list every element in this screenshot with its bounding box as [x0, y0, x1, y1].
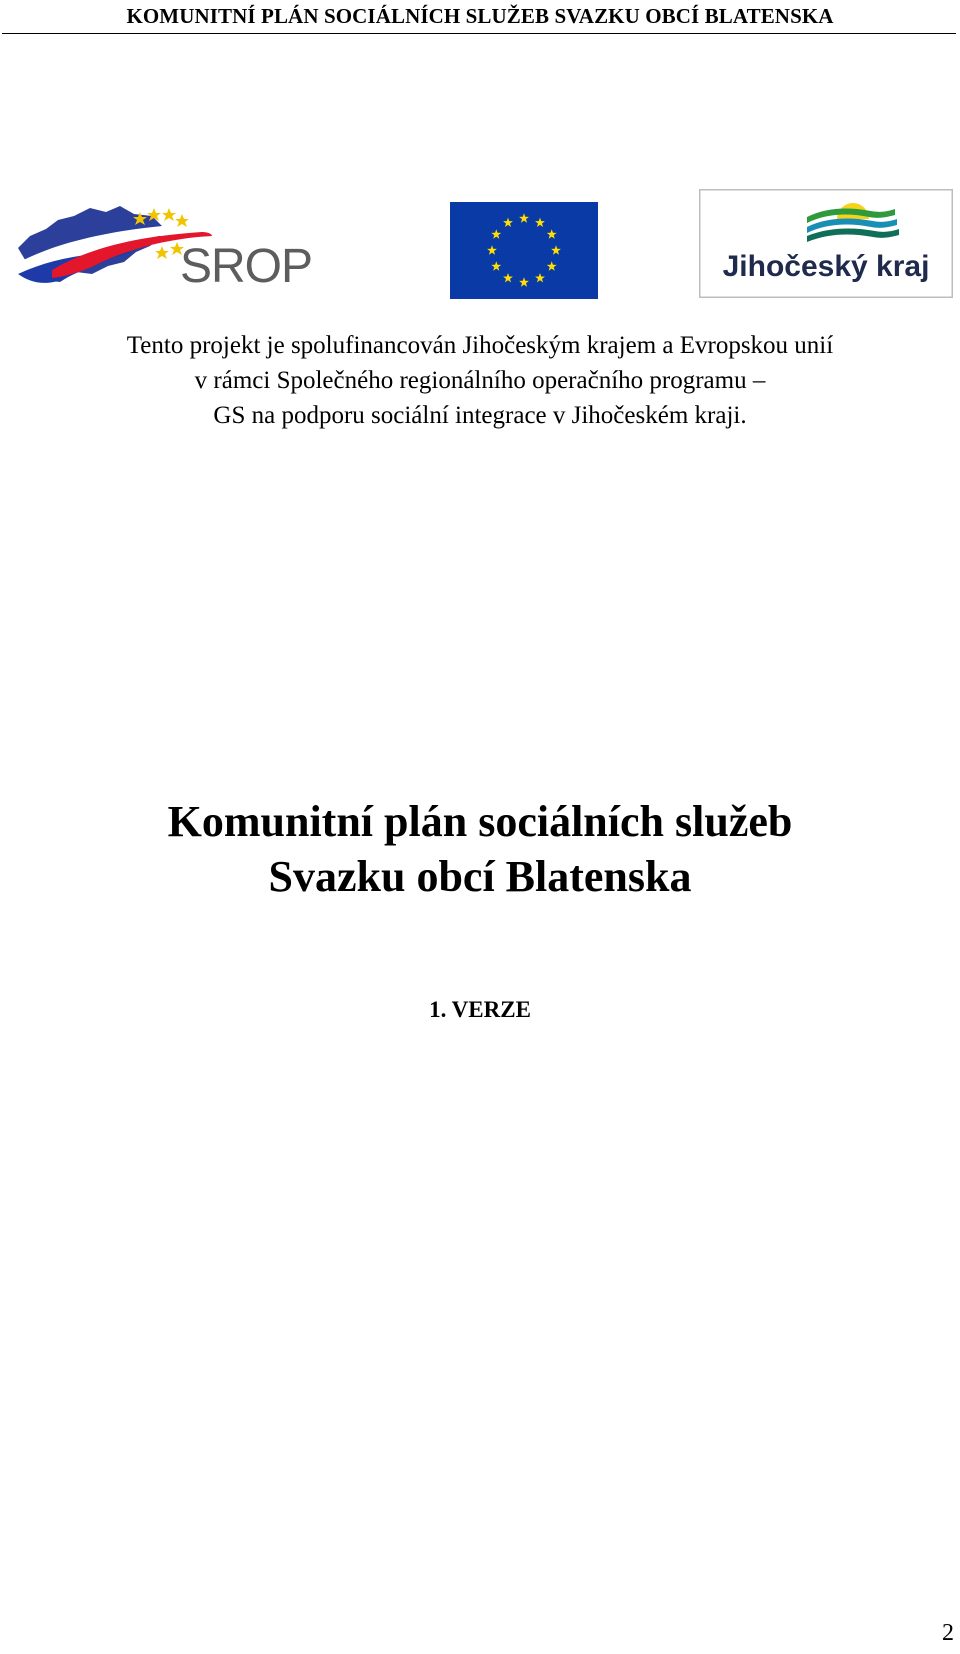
document-title [0, 794, 960, 904]
document-title-line-2: Svazku obcí Blatenska [268, 852, 692, 901]
jihocesky-kraj-logo-icon [699, 189, 953, 298]
running-header: KOMUNITNÍ PLÁN SOCIÁLNÍCH SLUŽEB SVAZKU OBCÍ BLATENSKA [126, 4, 834, 28]
version-label: 1. VERZE [429, 997, 531, 1022]
eu-flag-icon [450, 202, 598, 299]
page-number: 2 [942, 1620, 954, 1646]
header-rule [2, 33, 956, 34]
funding-line-2: v rámci Společného regionálního operačního programu – [194, 367, 766, 394]
document-title-line-1: Komunitní plán sociálních služeb [167, 797, 793, 846]
srop-wordmark: SROP [180, 240, 312, 293]
funding-line-3: GS na podporu sociální integrace v Jihočeském kraji. [213, 402, 747, 429]
srop-logo-icon [12, 196, 312, 296]
funding-statement [0, 328, 960, 433]
jck-wordmark: Jihočeský kraj [722, 250, 930, 283]
funding-line-1: Tento projekt je spolufinancován Jihočeským krajem a Evropskou unií [126, 332, 834, 359]
